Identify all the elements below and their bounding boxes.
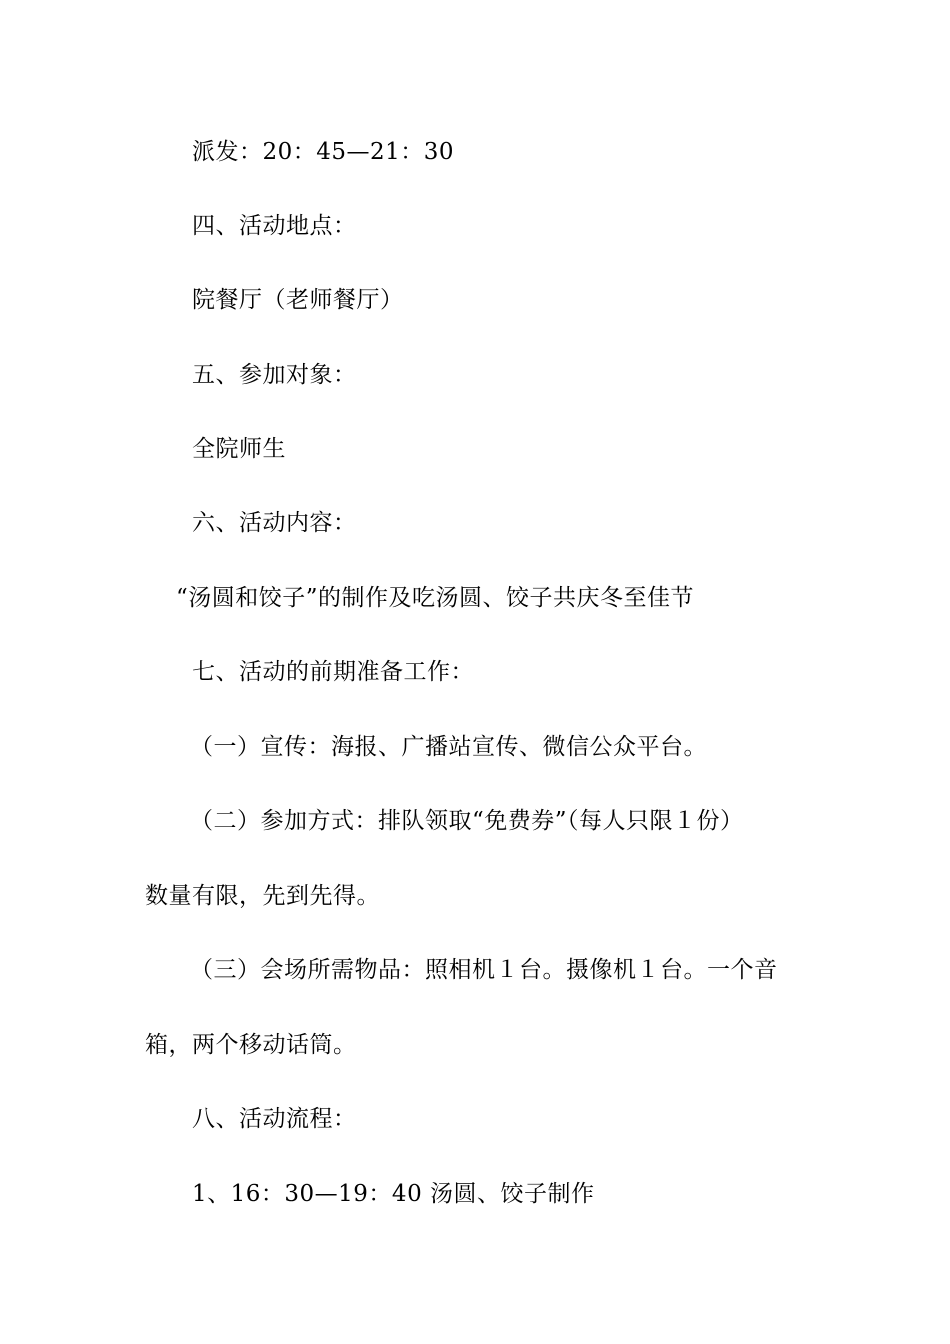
prep-item-supplies-cont: 箱，两个移动话筒。 xyxy=(145,1032,357,1058)
prep-item-participation: （二）参加方式：排队领取“免费券”（每人只限１份） xyxy=(190,808,744,834)
distribution-time-line: 派发：20：45—21：30 xyxy=(192,139,455,165)
section-heading-preparation: 七、活动的前期准备工作： xyxy=(192,659,474,685)
section-heading-process: 八、活动流程： xyxy=(192,1106,357,1132)
prep-item-supplies: （三）会场所需物品：照相机１台。摄像机１台。一个音 xyxy=(190,957,778,983)
section-heading-location: 四、活动地点： xyxy=(192,213,357,239)
prep-item-publicity: （一）宣传：海报、广播站宣传、微信公众平台。 xyxy=(190,734,707,760)
section-heading-content: 六、活动内容： xyxy=(192,510,357,536)
prep-item-participation-cont: 数量有限，先到先得。 xyxy=(145,883,380,909)
participants-text: 全院师生 xyxy=(192,436,286,462)
process-step-1: 1、16：30—19：40 汤圆、饺子制作 xyxy=(192,1181,595,1207)
location-text: 院餐厅（老师餐厅） xyxy=(192,287,404,313)
content-text: “汤圆和饺子”的制作及吃汤圆、饺子共庆冬至佳节 xyxy=(176,585,695,611)
section-heading-participants: 五、参加对象： xyxy=(192,362,357,388)
